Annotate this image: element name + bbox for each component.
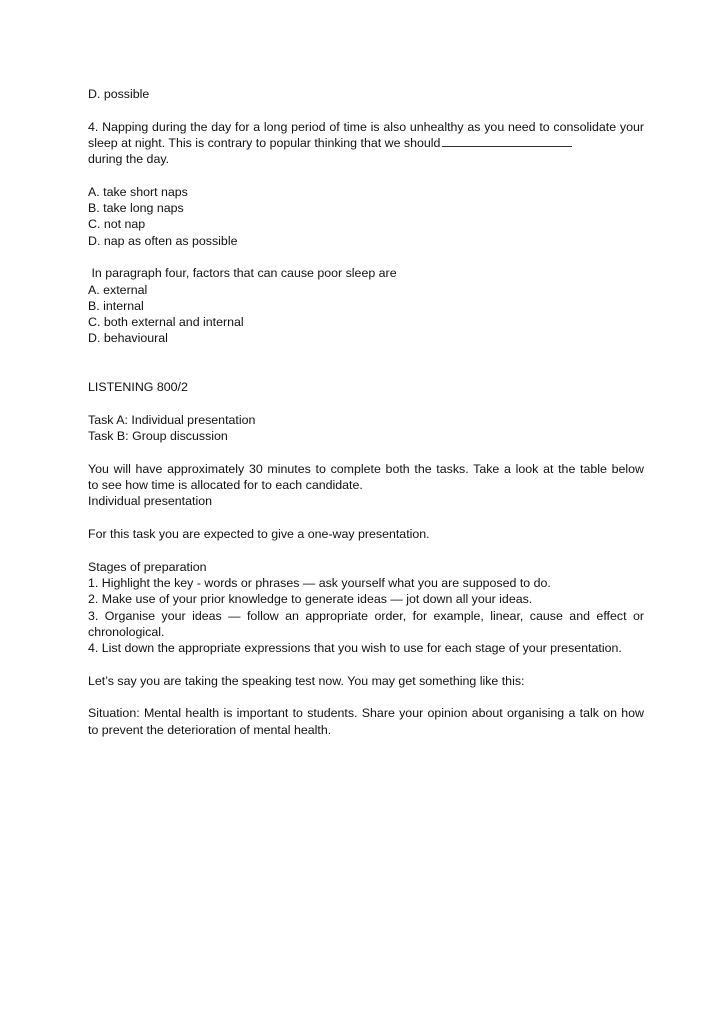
stage-2: 2. Make use of your prior knowledge to generate ideas — jot down all your ideas. (88, 592, 533, 607)
q4-option-b: B. take long naps (88, 201, 184, 216)
situation-line-1: Situation: Mental health is important to students. Share your opinion about organising a talk on how (88, 706, 644, 721)
q5-option-d: D. behavioural (88, 331, 168, 346)
q4-stem-line-3: during the day. (88, 152, 170, 167)
q4-stem-text: sleep at night. This is contrary to popular thinking that we should (88, 135, 441, 150)
q4-option-a: A. take short naps (88, 184, 188, 199)
q5-option-b: B. internal (88, 298, 144, 313)
q4-stem-line-2 (88, 135, 644, 151)
q5-option-a: A. external (88, 282, 148, 297)
q5-stem: In paragraph four, factors that can cause poor sleep are (88, 266, 397, 281)
listening-heading: LISTENING 800/2 (88, 380, 188, 395)
stage-1: 1. Highlight the key - words or phrases — ask yourself what you are supposed to do. (88, 575, 551, 590)
stages-heading: Stages of preparation (88, 559, 207, 574)
document-page (88, 86, 644, 738)
q5-option-c: C. both external and internal (88, 315, 244, 330)
stage-3-line-1: 3. Organise your ideas — follow an appropriate order, for example, linear, cause and effect or (88, 608, 644, 623)
test-intro: Let’s say you are taking the speaking test now. You may get something like this: (88, 673, 525, 688)
presentation-expectation: For this task you are expected to give a one-way presentation. (88, 527, 430, 542)
intro-line-3: Individual presentation (88, 494, 212, 509)
task-a: Task A: Individual presentation (88, 412, 256, 427)
q3-option-d: D. possible (88, 87, 150, 101)
q4-option-d: D. nap as often as possible (88, 233, 238, 248)
answer-blank (442, 135, 572, 147)
q4-option-c: C. not nap (88, 217, 146, 232)
stage-3-line-2: chronological. (88, 624, 165, 639)
task-b: Task B: Group discussion (88, 429, 228, 444)
intro-line-1: You will have approximately 30 minutes to complete both the tasks. Take a look at the table below (88, 461, 644, 476)
q4-stem-line-1: 4. Napping during the day for a long period of time is also unhealthy as you need to consolidate your (88, 119, 644, 134)
intro-line-2: to see how time is allocated for to each candidate. (88, 478, 363, 493)
stage-4: 4. List down the appropriate expressions that you wish to use for each stage of your presentation. (88, 641, 622, 656)
situation-line-2: to prevent the deterioration of mental health. (88, 722, 332, 737)
